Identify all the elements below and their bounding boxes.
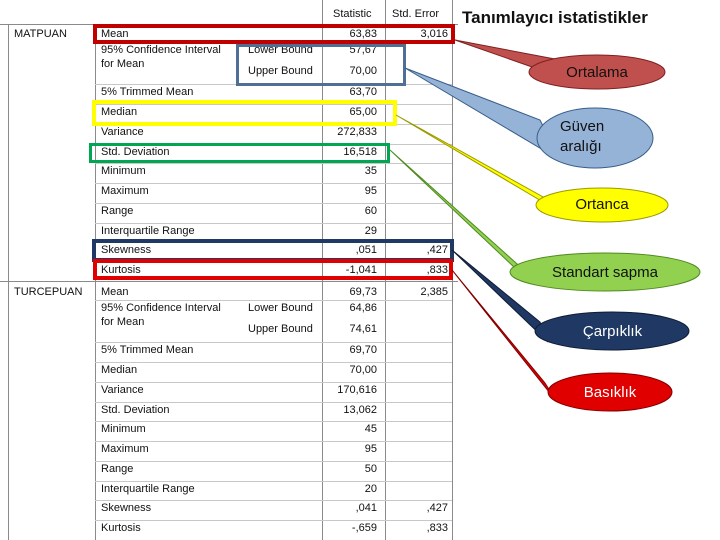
std-error-value: ,833 [426, 264, 448, 276]
pointer-guven [405, 68, 560, 160]
stat-value: 170,616 [337, 384, 377, 396]
row-label: Kurtosis [101, 522, 141, 534]
stat-value: 13,062 [343, 404, 377, 416]
row-label: Variance [101, 126, 144, 138]
header-std-error: Std. Error [392, 8, 440, 20]
stat-value: -,659 [351, 522, 377, 534]
std-error-value: 3,016 [420, 28, 448, 40]
row-label: Median [101, 364, 138, 376]
row-label: Median [101, 106, 138, 118]
stat-value: 74,61 [349, 323, 377, 335]
row-label: Interquartile Range [101, 225, 195, 237]
row-sublabel: Lower Bound [248, 44, 313, 56]
row-label: Skewness [101, 502, 152, 514]
stat-value: 63,83 [349, 28, 377, 40]
row-sublabel: Upper Bound [248, 65, 313, 77]
header-statistic: Statistic [333, 8, 372, 20]
stat-value: ,041 [355, 502, 377, 514]
row-label: 5% Trimmed Mean [101, 86, 194, 98]
row-sublabel: Upper Bound [248, 323, 313, 335]
row-sublabel: Lower Bound [248, 302, 313, 314]
std-error-value: 2,385 [420, 286, 448, 298]
stat-value: 70,00 [349, 364, 377, 376]
stat-value: 35 [364, 165, 377, 177]
stat-value: 16,518 [343, 146, 377, 158]
stat-value: 69,70 [349, 344, 377, 356]
stat-value: 69,73 [349, 286, 377, 298]
row-label: Std. Deviation [101, 146, 170, 158]
row-label: 95% Confidence Interval [101, 44, 221, 56]
std-error-value: ,833 [426, 522, 448, 534]
stat-value: 50 [364, 463, 377, 475]
row-label-cont: for Mean [101, 58, 145, 70]
callout-basiklik: Basıklık [583, 384, 637, 401]
stat-value: 29 [364, 225, 377, 237]
row-label: Mean [101, 286, 129, 298]
callout-carpiklik: Çarpıklık [582, 323, 643, 340]
row-label: Range [101, 463, 134, 475]
stat-value: 65,00 [349, 106, 377, 118]
row-label: Minimum [101, 165, 146, 177]
stat-value: 64,86 [349, 302, 377, 314]
stat-value: 63,70 [349, 86, 377, 98]
row-label: Skewness [101, 244, 152, 256]
row-label: Std. Deviation [101, 404, 170, 416]
group-name-matpuan: MATPUAN [14, 28, 67, 40]
row-label: 5% Trimmed Mean [101, 344, 194, 356]
stat-value: 45 [364, 423, 377, 435]
stat-value: 70,00 [349, 65, 377, 77]
callout-guven: Güven aralığı [560, 118, 605, 155]
stat-value: 95 [364, 443, 377, 455]
row-label-cont: for Mean [101, 316, 145, 328]
stat-value: ,051 [355, 244, 377, 256]
row-label: Maximum [101, 443, 149, 455]
callout-ortalama: Ortalama [566, 64, 628, 81]
group-name-turcepuan: TURCEPUAN [14, 286, 83, 298]
row-label: Maximum [101, 185, 149, 197]
row-label: 95% Confidence Interval [101, 302, 221, 314]
stat-value: 20 [364, 483, 377, 495]
row-label: Kurtosis [101, 264, 141, 276]
std-error-value: ,427 [426, 502, 448, 514]
row-label: Minimum [101, 423, 146, 435]
stat-value: 60 [364, 205, 377, 217]
row-label: Interquartile Range [101, 483, 195, 495]
stat-value: 57,67 [349, 44, 377, 56]
callout-std-sapma: Standart sapma [552, 264, 658, 281]
std-error-value: ,427 [426, 244, 448, 256]
stat-value: -1,041 [345, 264, 377, 276]
slide-title: Tanımlayıcı istatistikler [462, 8, 648, 27]
row-label: Variance [101, 384, 144, 396]
stat-value: 272,833 [337, 126, 377, 138]
stat-value: 95 [364, 185, 377, 197]
row-label: Range [101, 205, 134, 217]
callout-ortanca: Ortanca [575, 196, 629, 213]
row-label: Mean [101, 28, 129, 40]
